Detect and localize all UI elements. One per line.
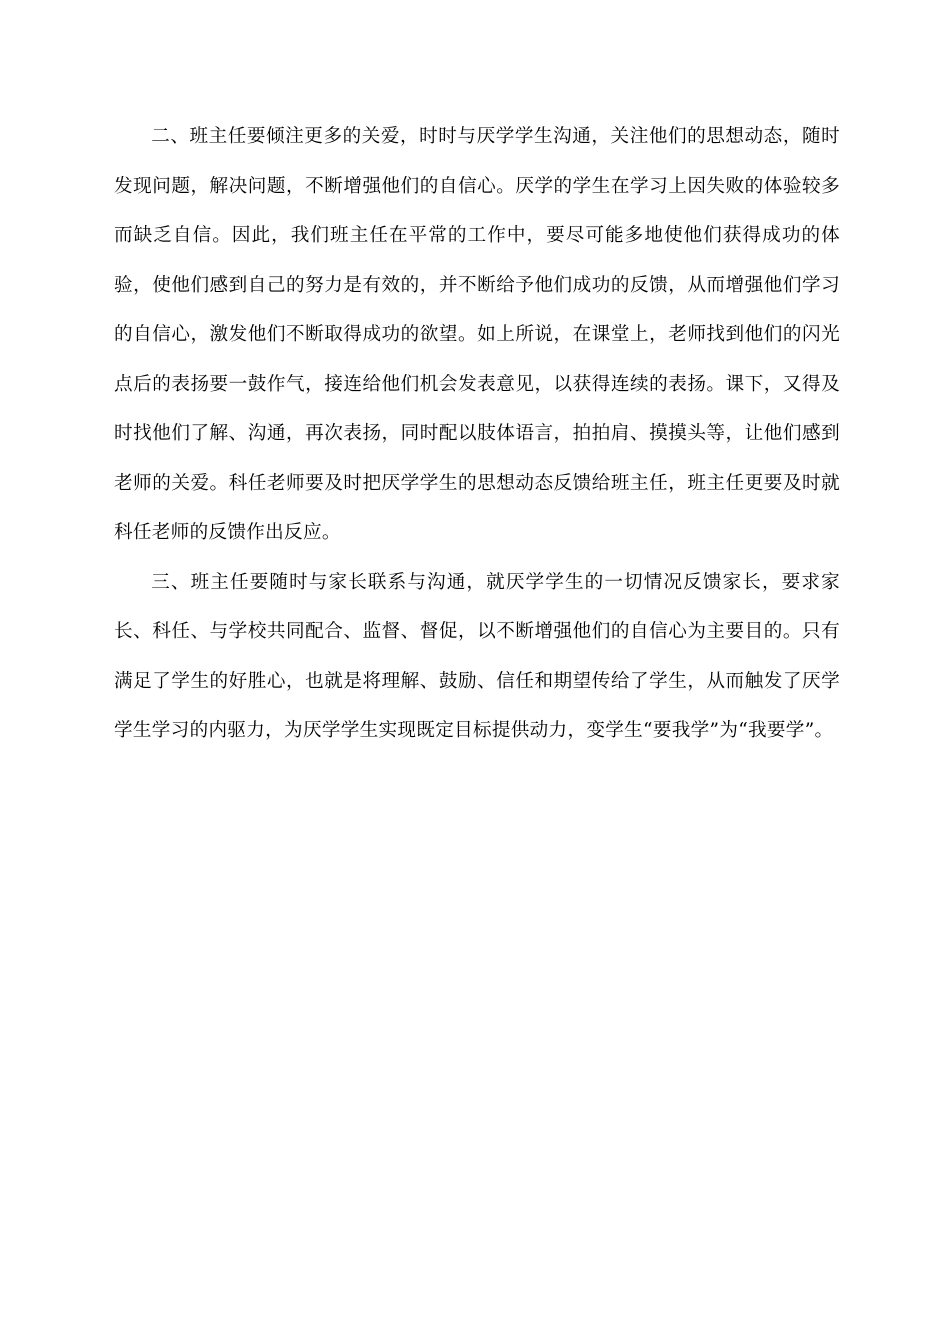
paragraph-2: 二、班主任要倾注更多的关爱，时时与厌学学生沟通，关注他们的思想动态，随时发现问题，解决问题，不断增强他们的自信心。厌学的学生在学习上因失败的体验较多而缺乏自信。因此，我们班主任在平常的工作中，要尽可能多地使他们获得成功的体验，使他们感到自己的努力是有效的，并不断给予他们成功的反馈，从而增强他们学习的自信心，激发他们不断取得成功的欲望。如上所说，在课堂上，老师找到他们的闪光点后的表扬要一鼓作气，接连给他们机会发表意见，以获得连续的表扬。课下，又得及时找他们了解、沟通，再次表扬，同时配以肢体语言，拍拍肩、摸摸头等，让他们感到老师的关爱。科任老师要及时把厌学学生的思想动态反馈给班主任，班主任更要及时就科任老师的反馈作出反应。 (114, 126, 840, 543)
document-body (114, 112, 840, 756)
paragraph-3: 三、班主任要随时与家长联系与沟通，就厌学学生的一切情况反馈家长，要求家长、科任、与学校共同配合、监督、督促，以不断增强他们的自信心为主要目的。只有满足了学生的好胜心，也就是将理解、鼓励、信任和期望传给了学生，从而触发了厌学学生学习的内驱力，为厌学学生实现既定目标提供动力，变学生“要我学”为“我要学”。 (114, 571, 840, 741)
